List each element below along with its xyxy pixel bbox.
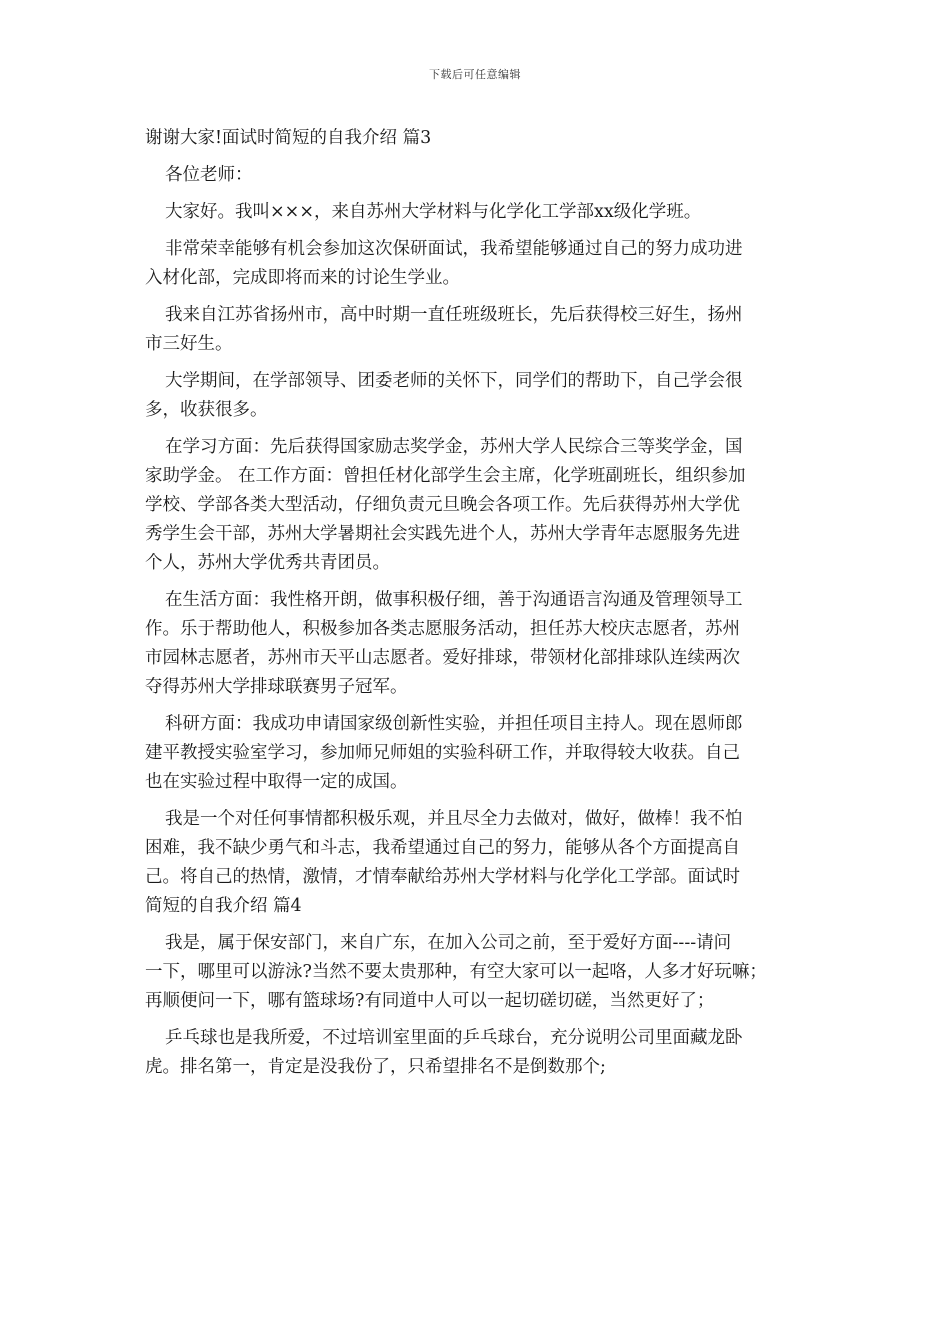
paragraph-life xyxy=(145,586,811,702)
text-line: 乒乓球也是我所爱，不过培训室里面的乒乓球台，充分说明公司里面藏龙卧 xyxy=(165,1028,743,1048)
paragraph-attitude xyxy=(145,805,811,921)
text-line: 作。乐于帮助他人，积极参加各类志愿服务活动，担任苏大校庆志愿者，苏州 xyxy=(145,619,740,639)
text-line: 一下，哪里可以游泳?当然不要太贵那种，有空大家可以一起咯，人多才好玩嘛； xyxy=(145,962,767,982)
text-line: 家助学金。 在工作方面：曾担任材化部学生会主席，化学班副班长，组织参加 xyxy=(145,466,746,486)
text-line: 虎。排名第一，肯定是没我份了，只希望排名不是倒数那个; xyxy=(145,1057,606,1077)
page-header-caption: 下载后可任意编辑 xyxy=(429,68,521,81)
text-line: 夺得苏州大学排球联赛男子冠军。 xyxy=(145,677,408,697)
text-line: 也在实验过程中取得一定的成国。 xyxy=(145,772,408,792)
text-line: 入材化部，完成即将而来的讨论生学业。 xyxy=(145,268,460,288)
paragraph-security-intro xyxy=(145,929,811,1016)
text-line: 简短的自我介绍 篇4 xyxy=(145,896,302,916)
text-line: 个人，苏州大学优秀共青团员。 xyxy=(145,553,390,573)
paragraph-study-work xyxy=(145,433,811,578)
text-line: 在学习方面：先后获得国家励志奖学金，苏州大学人民综合三等奖学金，国 xyxy=(165,437,743,457)
text-line: 市三好生。 xyxy=(145,334,233,354)
text-line: 我是一个对任何事情都积极乐观，并且尽全力去做对，做好，做棒！我不怕 xyxy=(165,809,743,829)
paragraph-greeting xyxy=(145,198,811,227)
text-line: 建平教授实验室学习，参加师兄师姐的实验科研工作，并取得较大收获。自己 xyxy=(145,743,740,763)
salutation xyxy=(145,161,811,190)
text-line: 我是，属于保安部门，来自广东，在加入公司之前，至于爱好方面----请问 xyxy=(165,933,732,953)
text-line: 大学期间，在学部领导、团委老师的关怀下，同学们的帮助下，自己学会很 xyxy=(165,371,743,391)
paragraph-interview xyxy=(145,235,811,293)
text-line: 在生活方面：我性格开朗，做事积极仔细，善于沟通语言沟通及管理领导工 xyxy=(165,590,743,610)
document-body xyxy=(145,124,811,1090)
paragraph-hometown xyxy=(145,301,811,359)
text-line: 大家好。我叫×××，来自苏州大学材料与化学化工学部xx级化学班。 xyxy=(165,202,702,222)
paragraph-research xyxy=(145,710,811,797)
text-line: 多，收获很多。 xyxy=(145,400,268,420)
text-line: 己。将自己的热情，激情，才情奉献给苏州大学材料与化学化工学部。面试时 xyxy=(145,867,740,887)
text-line: 我来自江苏省扬州市，高中时期一直任班级班长，先后获得校三好生，扬州 xyxy=(165,305,743,325)
text-line: 学校、学部各类大型活动，仔细负责元旦晚会各项工作。先后获得苏州大学优 xyxy=(145,495,740,515)
paragraph-pingpong xyxy=(145,1024,811,1082)
text-line: 非常荣幸能够有机会参加这次保研面试，我希望能够通过自己的努力成功进 xyxy=(165,239,743,259)
text-line: 困难，我不缺少勇气和斗志，我希望通过自己的努力，能够从各个方面提高自 xyxy=(145,838,740,858)
text-line: 科研方面：我成功申请国家级创新性实验，并担任项目主持人。现在恩师郎 xyxy=(165,714,743,734)
text-line: 各位老师： xyxy=(165,165,253,185)
text-line: 谢谢大家!面试时简短的自我介绍 篇3 xyxy=(145,128,432,148)
text-line: 秀学生会干部，苏州大学暑期社会实践先进个人，苏州大学青年志愿服务先进 xyxy=(145,524,740,544)
text-line: 市园林志愿者，苏州市天平山志愿者。爱好排球，带领材化部排球队连续两次 xyxy=(145,648,740,668)
paragraph-university xyxy=(145,367,811,425)
text-line: 再顺便问一下，哪有篮球场?有同道中人可以一起切磋切磋，当然更好了； xyxy=(145,991,715,1011)
section-heading-3 xyxy=(145,124,811,153)
